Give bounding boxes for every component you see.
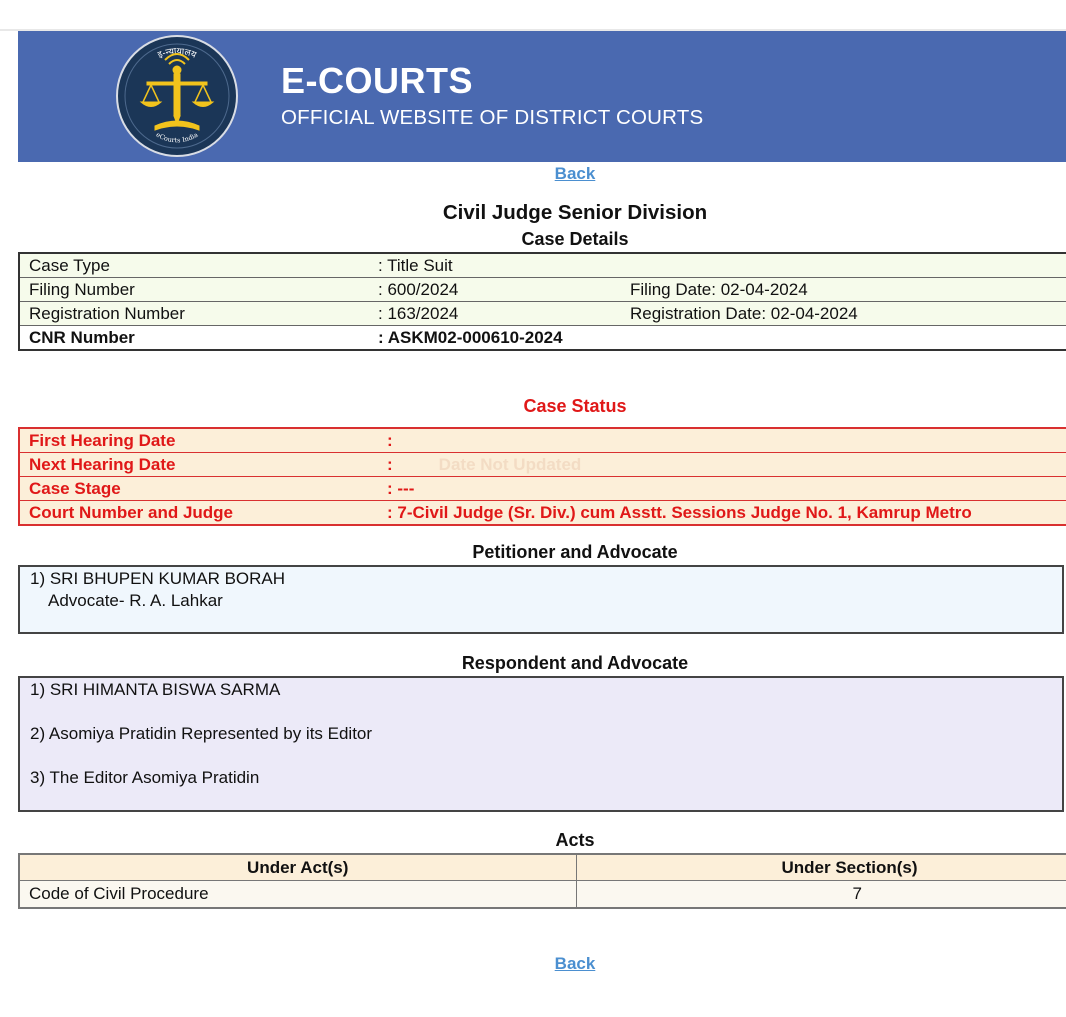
registration-number-value: : 163/2024	[369, 302, 621, 326]
list-item: 2) Asomiya Pratidin Represented by its Editor	[30, 724, 373, 743]
acts-heading: Acts	[555, 830, 595, 850]
respondent-box	[18, 676, 1064, 812]
empty-cell	[621, 253, 1066, 278]
table-header-row	[19, 854, 1066, 881]
site-title: E-COURTS	[281, 60, 473, 101]
svg-text:eCourts India: eCourts India	[154, 130, 200, 145]
case-status-table	[18, 427, 1066, 526]
site-header	[18, 31, 1066, 162]
section-number: 7	[576, 881, 1066, 909]
table-row	[19, 477, 1066, 501]
registration-date: Registration Date: 02-04-2024	[621, 302, 1066, 326]
petitioner-name: 1) SRI BHUPEN KUMAR BORAH	[30, 569, 286, 588]
first-hearing-label: First Hearing Date	[19, 428, 378, 453]
svg-text:इ-न्यायालय: इ-न्यायालय	[156, 46, 198, 61]
list-item: 3) The Editor Asomiya Pratidin	[30, 768, 260, 787]
petitioner-advocate: Advocate- R. A. Lahkar	[48, 591, 223, 610]
back-link-bottom[interactable]: Back	[554, 954, 596, 973]
court-name: Civil Judge Senior Division	[442, 201, 708, 224]
act-name: Code of Civil Procedure	[19, 881, 576, 909]
filing-number-label: Filing Number	[19, 278, 369, 302]
cnr-value: : ASKM02-000610-2024	[369, 326, 1066, 351]
case-stage-label: Case Stage	[19, 477, 378, 501]
filing-date: Filing Date: 02-04-2024	[621, 278, 1066, 302]
cnr-label: CNR Number	[19, 326, 369, 351]
court-judge-label: Court Number and Judge	[19, 501, 378, 526]
case-type-label: Case Type	[19, 253, 369, 278]
registration-number-label: Registration Number	[19, 302, 369, 326]
site-subtitle: OFFICIAL WEBSITE OF DISTRICT COURTS	[281, 106, 704, 129]
case-status-heading: Case Status	[523, 396, 627, 416]
case-type-value: : Title Suit	[369, 253, 621, 278]
table-row	[19, 278, 1066, 302]
filing-number-value: : 600/2024	[369, 278, 621, 302]
first-hearing-value: :	[378, 428, 1066, 453]
case-details-heading: Case Details	[521, 229, 629, 249]
case-stage-value: : ---	[378, 477, 1066, 501]
next-hearing-faded-text: Date Not Updated	[438, 455, 582, 474]
next-hearing-value: :	[387, 455, 393, 474]
next-hearing-cell	[378, 453, 1066, 477]
column-header-act: Under Act(s)	[19, 854, 576, 881]
column-header-section: Under Section(s)	[576, 854, 1066, 881]
table-row	[19, 501, 1066, 526]
back-link-top[interactable]: Back	[554, 164, 596, 183]
petitioner-heading: Petitioner and Advocate	[472, 542, 678, 562]
table-row	[19, 881, 1066, 909]
case-details-table	[18, 252, 1066, 351]
table-row	[19, 453, 1066, 477]
table-row	[19, 326, 1066, 351]
respondent-heading: Respondent and Advocate	[461, 653, 689, 673]
ecourts-emblem-icon	[115, 34, 239, 158]
court-judge-value: : 7-Civil Judge (Sr. Div.) cum Asstt. Sessions Judge No. 1, Kamrup Metro	[378, 501, 1066, 526]
table-row	[19, 253, 1066, 278]
list-item: 1) SRI HIMANTA BISWA SARMA	[30, 680, 281, 699]
next-hearing-label: Next Hearing Date	[19, 453, 378, 477]
table-row	[19, 302, 1066, 326]
table-row	[19, 428, 1066, 453]
petitioner-box	[18, 565, 1064, 634]
acts-table	[18, 853, 1066, 909]
